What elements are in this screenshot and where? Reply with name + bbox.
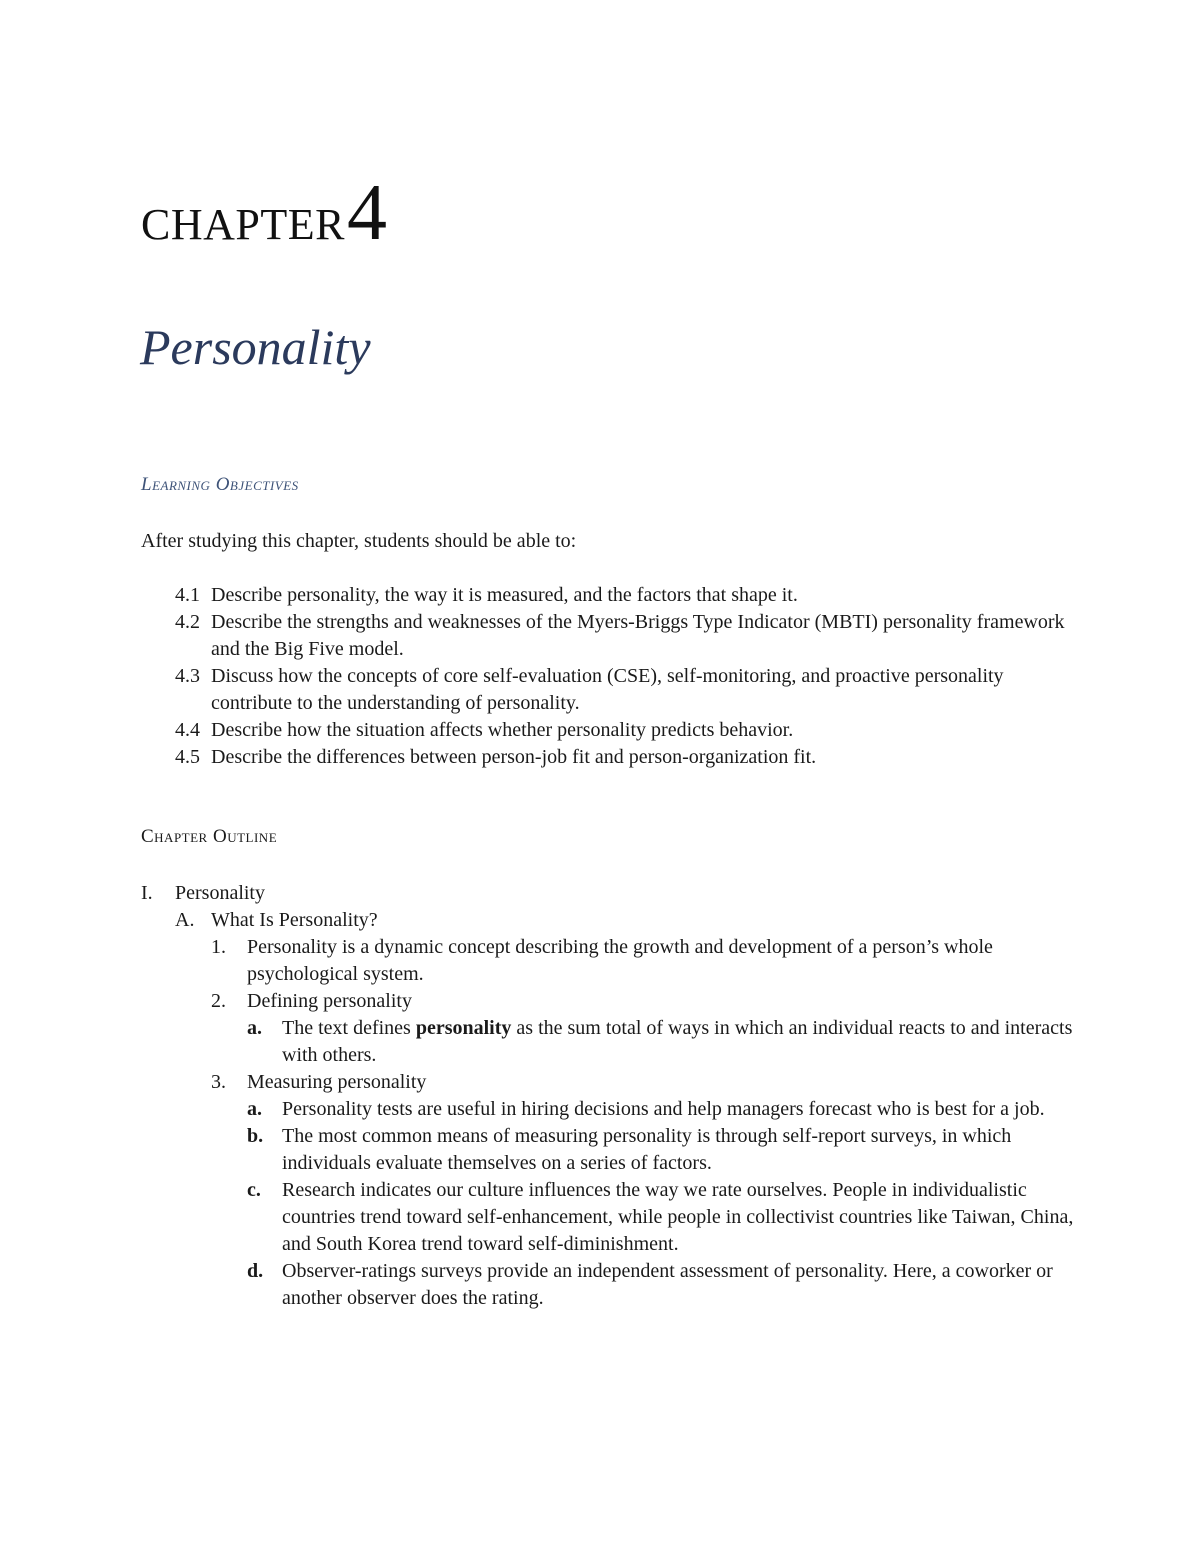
objective-text: Describe how the situation affects whether personality predicts behavior. bbox=[211, 719, 794, 741]
outline-text: Personality bbox=[175, 882, 265, 904]
outline-item-3 bbox=[141, 1069, 1081, 1096]
objectives-list bbox=[175, 582, 1075, 771]
definition-body: as the sum total of ways in which an individual reacts to and interacts with others. bbox=[282, 1017, 1073, 1066]
chapter-heading bbox=[141, 168, 387, 259]
outline-marker: 2. bbox=[211, 990, 226, 1012]
objectives-intro: After studying this chapter, students should be able to: bbox=[141, 530, 577, 552]
outline-marker: A. bbox=[175, 909, 195, 931]
outline-text: Defining personality bbox=[247, 990, 412, 1012]
outline-text: The most common means of measuring personality is through self-report surveys, in which individuals evaluate themselves on a series of factors. bbox=[282, 1125, 1012, 1174]
outline-item-2 bbox=[141, 988, 1081, 1015]
objective-number: 4.2 bbox=[175, 611, 200, 633]
outline-marker: 3. bbox=[211, 1071, 226, 1093]
outline-text: Measuring personality bbox=[247, 1071, 427, 1093]
objective-text: Describe the strengths and weaknesses of the Myers-Briggs Type Indicator (MBTI) personality framework and the Big Five model. bbox=[211, 611, 1065, 660]
definition-lead: The text defines bbox=[282, 1017, 416, 1039]
outline-marker: 1. bbox=[211, 936, 226, 958]
outline-marker: b. bbox=[247, 1125, 264, 1147]
objective-item bbox=[175, 582, 1075, 609]
outline-marker: c. bbox=[247, 1179, 261, 1201]
outline-marker: a. bbox=[247, 1098, 262, 1120]
outline-item-3b bbox=[141, 1123, 1081, 1177]
outline-item-3d bbox=[141, 1258, 1081, 1312]
objective-text: Describe personality, the way it is measured, and the factors that shape it. bbox=[211, 584, 798, 606]
outline-item-3a bbox=[141, 1096, 1081, 1123]
objective-number: 4.3 bbox=[175, 665, 200, 687]
outline-item-3c bbox=[141, 1177, 1081, 1258]
outline-section-i bbox=[141, 880, 1081, 907]
outline-item-1 bbox=[141, 934, 1081, 988]
outline-item-2a bbox=[141, 1015, 1081, 1069]
objective-item bbox=[175, 744, 1075, 771]
key-term: personality bbox=[415, 1017, 512, 1039]
outline-text: Research indicates our culture influences the way we rate ourselves. People in individualistic countries trend toward self-enhancement, while people in collectivist countries like Taiwan, China, and South Korea trend toward self-diminishment. bbox=[282, 1179, 1074, 1255]
objective-text: Describe the differences between person-job fit and person-organization fit. bbox=[211, 746, 817, 768]
objective-number: 4.1 bbox=[175, 584, 200, 606]
objective-number: 4.4 bbox=[175, 719, 200, 741]
outline-marker: d. bbox=[247, 1260, 264, 1282]
chapter-label: CHAPTER bbox=[141, 200, 345, 249]
objective-number: 4.5 bbox=[175, 746, 200, 768]
objective-text: Discuss how the concepts of core self-evaluation (CSE), self-monitoring, and proactive personality contribute to the understanding of personality. bbox=[211, 665, 1004, 714]
outline-marker: I. bbox=[141, 882, 153, 904]
learning-objectives-heading: Learning Objectives bbox=[141, 474, 299, 495]
outline-text bbox=[282, 1015, 1081, 1069]
chapter-number: 4 bbox=[346, 169, 387, 257]
chapter-outline-heading: Chapter Outline bbox=[141, 826, 278, 847]
chapter-outline bbox=[141, 880, 1081, 1312]
outline-text: What Is Personality? bbox=[211, 909, 378, 931]
outline-text: Observer-ratings surveys provide an independent assessment of personality. Here, a coworker or another observer does the rating. bbox=[282, 1260, 1053, 1309]
objective-item bbox=[175, 663, 1075, 717]
outline-text: Personality is a dynamic concept describing the growth and development of a person’s whole psychological system. bbox=[247, 936, 993, 985]
outline-marker: a. bbox=[247, 1017, 262, 1039]
outline-section-a bbox=[141, 907, 1081, 934]
objective-item bbox=[175, 609, 1075, 663]
outline-text: Personality tests are useful in hiring decisions and help managers forecast who is best for a job. bbox=[282, 1098, 1045, 1120]
chapter-title: Personality bbox=[140, 319, 371, 375]
objective-item bbox=[175, 717, 1075, 744]
